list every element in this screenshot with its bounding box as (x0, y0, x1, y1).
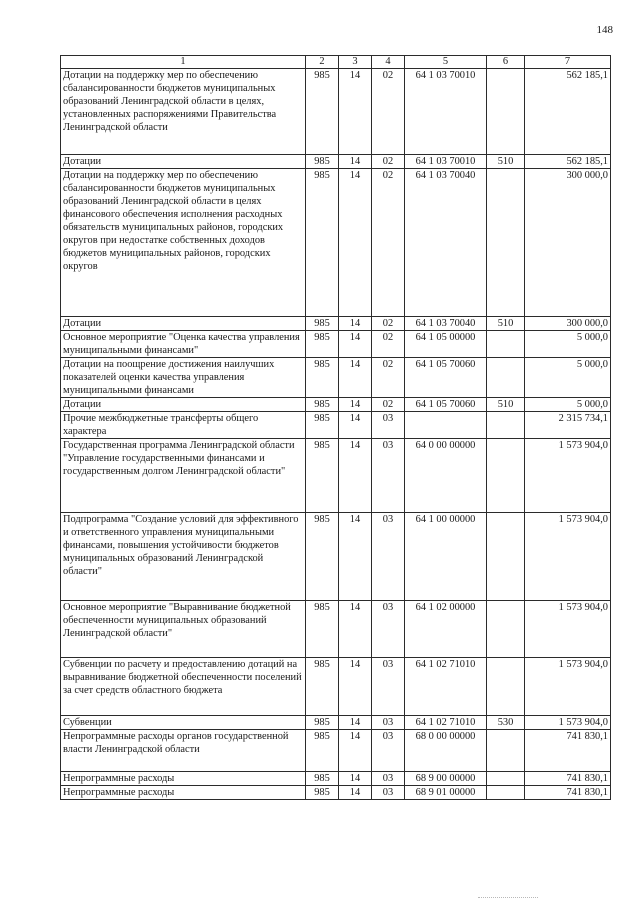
row-name: Дотации (61, 155, 306, 169)
table-row (61, 730, 611, 772)
row-section-code: 14 (339, 716, 372, 730)
table-row (61, 439, 611, 513)
row-target-article: 64 1 03 70010 (405, 155, 487, 169)
row-subsection-code: 03 (372, 601, 405, 658)
row-amount: 5 000,0 (525, 398, 611, 412)
row-amount: 300 000,0 (525, 317, 611, 331)
table-row (61, 358, 611, 398)
row-expense-type (487, 439, 525, 513)
table-row (61, 601, 611, 658)
row-section-code: 14 (339, 601, 372, 658)
row-amount: 1 573 904,0 (525, 716, 611, 730)
row-amount: 1 573 904,0 (525, 601, 611, 658)
table-row (61, 317, 611, 331)
row-section-code: 14 (339, 786, 372, 800)
row-name: Основное мероприятие "Оценка качества управления муниципальными финансами" (61, 331, 306, 358)
row-target-article: 64 1 03 70040 (405, 169, 487, 317)
row-target-article: 68 9 01 00000 (405, 786, 487, 800)
table-row (61, 513, 611, 601)
row-target-article: 64 1 00 00000 (405, 513, 487, 601)
row-amount: 741 830,1 (525, 772, 611, 786)
row-name: Прочие межбюджетные трансферты общего характера (61, 412, 306, 439)
row-name: Непрограммные расходы (61, 786, 306, 800)
row-name: Дотации на поддержку мер по обеспечению сбалансированности бюджетов муниципальных образований Ленинградской области в целях финансового обеспечения исполнения расходных обязательств муниципальных районов, городских округов при недостатке собственных доходов бюджетов муниципальных районов, городских округов (61, 169, 306, 317)
col-header-2: 2 (306, 56, 339, 69)
row-name: Субвенции по расчету и предоставлению дотаций на выравнивание бюджетной обеспеченности поселений за счет средств областного бюджета (61, 658, 306, 716)
row-target-article: 64 0 00 00000 (405, 439, 487, 513)
row-expense-type (487, 601, 525, 658)
col-header-5: 5 (405, 56, 487, 69)
row-target-article: 64 1 02 00000 (405, 601, 487, 658)
row-subsection-code: 03 (372, 786, 405, 800)
row-department-code: 985 (306, 155, 339, 169)
page-number: 148 (596, 24, 613, 36)
table-row (61, 398, 611, 412)
table-row (61, 658, 611, 716)
row-subsection-code: 02 (372, 69, 405, 155)
row-department-code: 985 (306, 786, 339, 800)
row-name: Непрограммные расходы органов государственной власти Ленинградской области (61, 730, 306, 772)
row-subsection-code: 03 (372, 772, 405, 786)
row-target-article: 68 9 00 00000 (405, 772, 487, 786)
row-section-code: 14 (339, 398, 372, 412)
row-expense-type (487, 412, 525, 439)
table-row (61, 412, 611, 439)
row-department-code: 985 (306, 730, 339, 772)
row-name: Основное мероприятие "Выравнивание бюджетной обеспеченности муниципальных образований Ленинградской области" (61, 601, 306, 658)
row-subsection-code: 03 (372, 439, 405, 513)
row-amount: 562 185,1 (525, 155, 611, 169)
row-name: Дотации (61, 317, 306, 331)
row-department-code: 985 (306, 716, 339, 730)
row-expense-type (487, 772, 525, 786)
row-subsection-code: 03 (372, 513, 405, 601)
row-target-article: 64 1 02 71010 (405, 716, 487, 730)
row-expense-type: 510 (487, 155, 525, 169)
row-amount: 1 573 904,0 (525, 513, 611, 601)
row-target-article: 68 0 00 00000 (405, 730, 487, 772)
col-header-1: 1 (61, 56, 306, 69)
row-section-code: 14 (339, 155, 372, 169)
row-expense-type (487, 513, 525, 601)
row-name: Дотации на поощрение достижения наилучших показателей оценки качества управления муниципальными финансами (61, 358, 306, 398)
row-expense-type (487, 69, 525, 155)
row-section-code: 14 (339, 317, 372, 331)
row-section-code: 14 (339, 658, 372, 716)
row-section-code: 14 (339, 412, 372, 439)
row-amount: 741 830,1 (525, 730, 611, 772)
row-section-code: 14 (339, 358, 372, 398)
table-row (61, 772, 611, 786)
row-name: Дотации на поддержку мер по обеспечению сбалансированности бюджетов муниципальных образований Ленинградской области в целях, установленных распоряжениями Правительства Ленинградской области (61, 69, 306, 155)
col-header-3: 3 (339, 56, 372, 69)
table-row (61, 69, 611, 155)
row-department-code: 985 (306, 331, 339, 358)
row-department-code: 985 (306, 358, 339, 398)
row-subsection-code: 03 (372, 716, 405, 730)
row-amount: 300 000,0 (525, 169, 611, 317)
row-expense-type (487, 331, 525, 358)
row-amount: 562 185,1 (525, 69, 611, 155)
row-target-article: 64 1 05 70060 (405, 358, 487, 398)
row-department-code: 985 (306, 69, 339, 155)
row-amount: 741 830,1 (525, 786, 611, 800)
row-expense-type (487, 169, 525, 317)
row-amount: 1 573 904,0 (525, 439, 611, 513)
table-row (61, 786, 611, 800)
row-amount: 2 315 734,1 (525, 412, 611, 439)
row-expense-type (487, 658, 525, 716)
row-name: Дотации (61, 398, 306, 412)
row-section-code: 14 (339, 730, 372, 772)
row-expense-type (487, 786, 525, 800)
row-section-code: 14 (339, 331, 372, 358)
row-department-code: 985 (306, 317, 339, 331)
row-subsection-code: 02 (372, 169, 405, 317)
row-department-code: 985 (306, 601, 339, 658)
row-department-code: 985 (306, 169, 339, 317)
row-section-code: 14 (339, 513, 372, 601)
row-department-code: 985 (306, 772, 339, 786)
row-target-article: 64 1 03 70040 (405, 317, 487, 331)
row-subsection-code: 02 (372, 155, 405, 169)
row-section-code: 14 (339, 772, 372, 786)
row-department-code: 985 (306, 658, 339, 716)
header-row (61, 56, 611, 69)
table-row (61, 155, 611, 169)
row-section-code: 14 (339, 169, 372, 317)
table-row (61, 716, 611, 730)
row-subsection-code: 03 (372, 658, 405, 716)
row-amount: 1 573 904,0 (525, 658, 611, 716)
row-subsection-code: 02 (372, 317, 405, 331)
row-expense-type (487, 730, 525, 772)
scan-artifact-line (478, 897, 538, 898)
row-subsection-code: 03 (372, 412, 405, 439)
row-expense-type: 530 (487, 716, 525, 730)
row-subsection-code: 02 (372, 358, 405, 398)
budget-table (60, 55, 611, 800)
row-name: Непрограммные расходы (61, 772, 306, 786)
row-subsection-code: 02 (372, 398, 405, 412)
row-name: Субвенции (61, 716, 306, 730)
row-target-article: 64 1 05 00000 (405, 331, 487, 358)
row-department-code: 985 (306, 398, 339, 412)
row-name: Подпрограмма "Создание условий для эффективного и ответственного управления муниципальными финансами, повышения устойчивости бюджетов муниципальных образований Ленинградской области" (61, 513, 306, 601)
row-expense-type (487, 358, 525, 398)
col-header-7: 7 (525, 56, 611, 69)
col-header-6: 6 (487, 56, 525, 69)
row-section-code: 14 (339, 439, 372, 513)
table-row (61, 331, 611, 358)
row-section-code: 14 (339, 69, 372, 155)
row-target-article: 64 1 02 71010 (405, 658, 487, 716)
row-expense-type: 510 (487, 317, 525, 331)
row-subsection-code: 03 (372, 730, 405, 772)
row-subsection-code: 02 (372, 331, 405, 358)
row-amount: 5 000,0 (525, 331, 611, 358)
row-target-article: 64 1 03 70010 (405, 69, 487, 155)
row-name: Государственная программа Ленинградской области "Управление государственными финансами и государственным долгом Ленинградской области" (61, 439, 306, 513)
row-target-article (405, 412, 487, 439)
row-target-article: 64 1 05 70060 (405, 398, 487, 412)
row-department-code: 985 (306, 513, 339, 601)
row-department-code: 985 (306, 439, 339, 513)
row-amount: 5 000,0 (525, 358, 611, 398)
row-department-code: 985 (306, 412, 339, 439)
table-row (61, 169, 611, 317)
row-expense-type: 510 (487, 398, 525, 412)
col-header-4: 4 (372, 56, 405, 69)
